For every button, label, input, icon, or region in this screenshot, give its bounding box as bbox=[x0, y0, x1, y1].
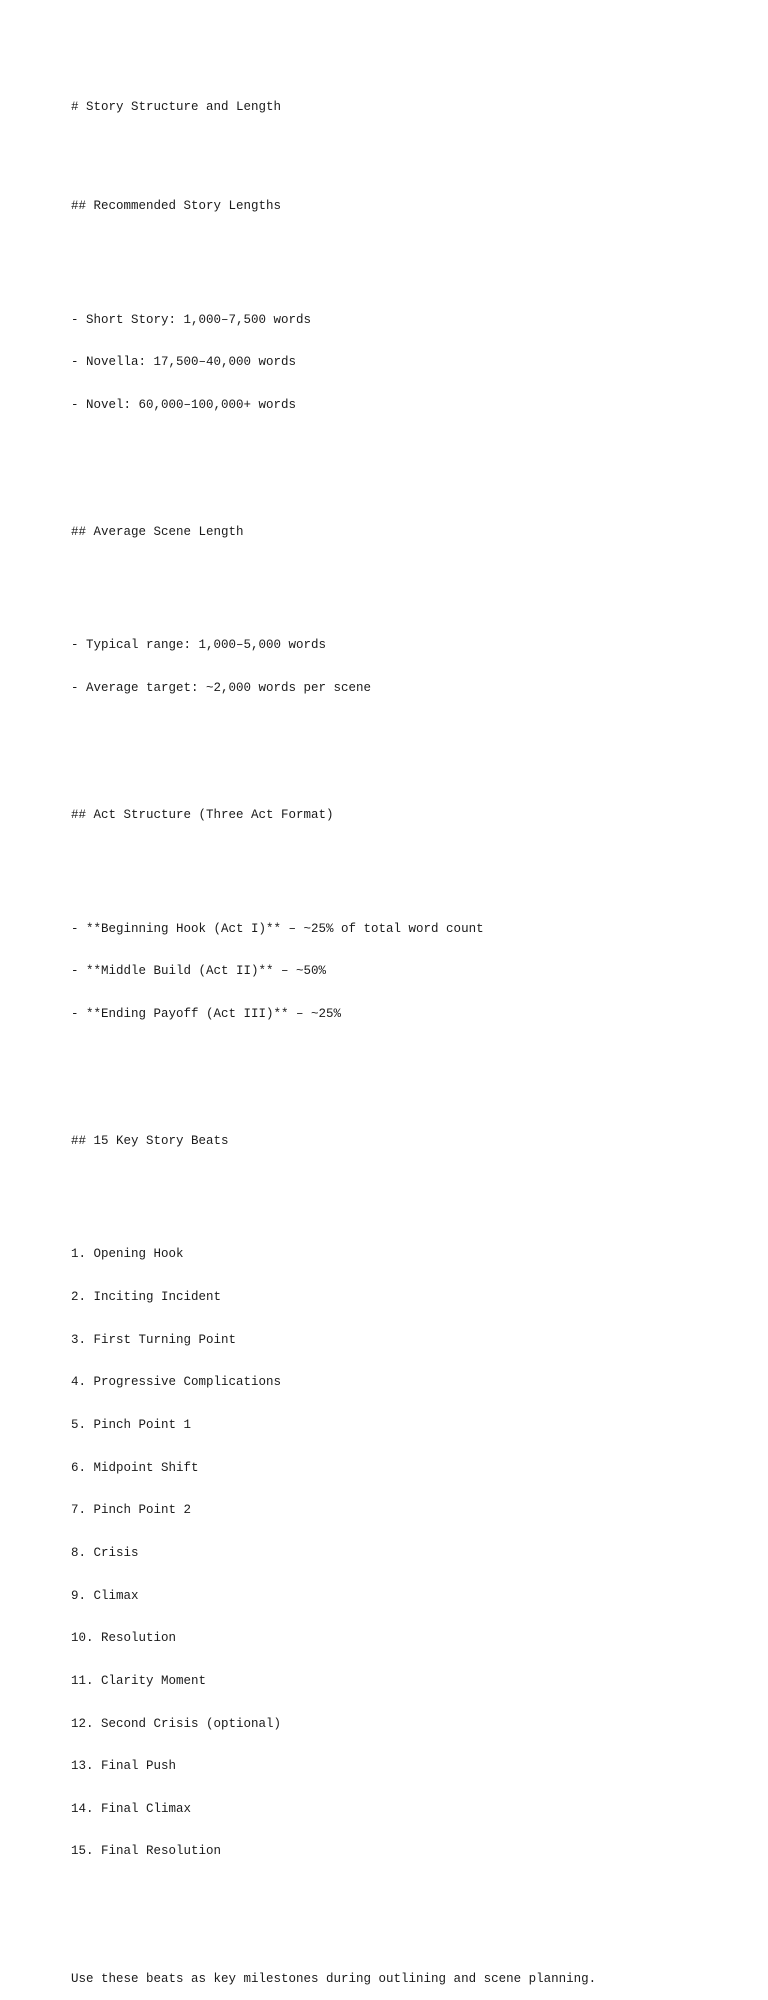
list-item: 9. Climax bbox=[71, 1588, 139, 1603]
section-heading-lengths: ## Recommended Story Lengths bbox=[71, 199, 282, 214]
list-item: - Novel: 60,000–100,000+ words bbox=[71, 397, 297, 412]
list-item: 2. Inciting Incident bbox=[71, 1290, 222, 1305]
blank-line bbox=[71, 1078, 748, 1093]
blank-line bbox=[71, 242, 748, 257]
list-item: 4. Progressive Complications bbox=[71, 1375, 282, 1390]
blank-line bbox=[71, 1177, 748, 1192]
section-heading-scene: ## Average Scene Length bbox=[71, 525, 244, 540]
blank-line bbox=[71, 568, 748, 583]
list-item: - **Middle Build (Act II)** – ~50% bbox=[71, 964, 327, 979]
blank-line bbox=[71, 752, 748, 767]
section-heading-beats: ## 15 Key Story Beats bbox=[71, 1134, 229, 1149]
list-item: 5. Pinch Point 1 bbox=[71, 1418, 192, 1433]
blank-line bbox=[71, 468, 748, 483]
section-heading-acts: ## Act Structure (Three Act Format) bbox=[71, 808, 334, 823]
list-item: 11. Clarity Moment bbox=[71, 1673, 207, 1688]
list-item: - **Beginning Hook (Act I)** – ~25% of total word count bbox=[71, 921, 484, 936]
blank-line bbox=[71, 143, 748, 158]
document-body bbox=[71, 72, 748, 2000]
list-item: - Short Story: 1,000–7,500 words bbox=[71, 312, 312, 327]
list-item: 3. First Turning Point bbox=[71, 1332, 237, 1347]
list-item: 7. Pinch Point 2 bbox=[71, 1503, 192, 1518]
blank-line bbox=[71, 851, 748, 866]
list-lengths bbox=[71, 285, 748, 441]
list-item: - **Ending Payoff (Act III)** – ~25% bbox=[71, 1006, 342, 1021]
list-item: - Typical range: 1,000–5,000 words bbox=[71, 638, 327, 653]
list-item: 13. Final Push bbox=[71, 1759, 177, 1774]
list-beats bbox=[71, 1219, 748, 1887]
closing-paragraph: Use these beats as key milestones during outlining and scene planning. bbox=[71, 1971, 597, 1986]
document-title: # Story Structure and Length bbox=[71, 100, 282, 114]
list-item: 8. Crisis bbox=[71, 1545, 139, 1560]
list-item: 1. Opening Hook bbox=[71, 1247, 184, 1262]
list-item: 10. Resolution bbox=[71, 1631, 177, 1646]
list-acts bbox=[71, 894, 748, 1050]
blank-line bbox=[71, 1915, 748, 1930]
list-scene bbox=[71, 610, 748, 723]
list-item: - Average target: ~2,000 words per scene bbox=[71, 681, 372, 696]
list-item: 6. Midpoint Shift bbox=[71, 1460, 199, 1475]
list-item: 14. Final Climax bbox=[71, 1801, 192, 1816]
list-item: - Novella: 17,500–40,000 words bbox=[71, 355, 297, 370]
list-item: 15. Final Resolution bbox=[71, 1844, 222, 1859]
list-item: 12. Second Crisis (optional) bbox=[71, 1716, 282, 1731]
